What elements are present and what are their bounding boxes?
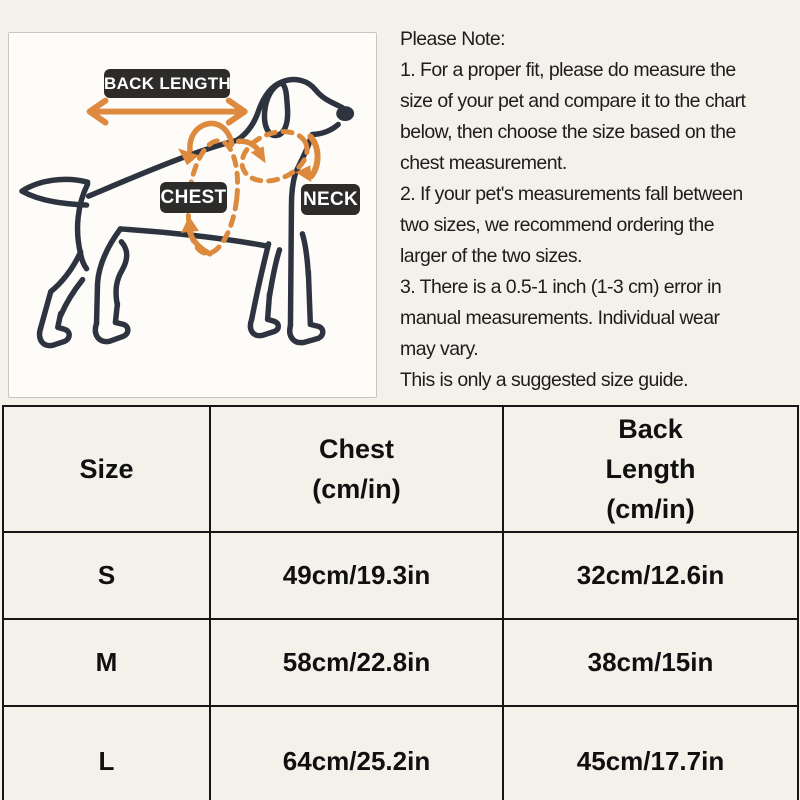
note-line-4: chest measurement. <box>400 152 567 174</box>
size-chart-table <box>2 405 799 800</box>
table-header-row <box>3 406 798 532</box>
note-line-1: 1. For a proper fit, please do measure the <box>400 59 736 81</box>
cell-size-m: M <box>3 619 210 706</box>
cell-chest-m: 58cm/22.8in <box>210 619 503 706</box>
note-line-7: larger of the two sizes. <box>400 245 582 267</box>
header-size-text: Size <box>79 453 134 484</box>
header-chest-line1: Chest <box>318 434 394 464</box>
dog-nose <box>336 106 354 121</box>
chest-arrowhead-bottom <box>181 216 199 233</box>
neck-label: NECK <box>301 184 360 215</box>
back-length-label: BACK LENGTH <box>104 69 230 98</box>
cell-size-l: L <box>3 706 210 800</box>
table-row <box>3 532 798 619</box>
header-chest <box>210 406 503 532</box>
cell-chest-l: 64cm/25.2in <box>210 706 503 800</box>
header-back-line2: Length <box>605 454 696 484</box>
note-line-2: size of your pet and compare it to the chart <box>400 90 746 112</box>
note-line-8: 3. There is a 0.5-1 inch (1-3 cm) error in <box>400 276 722 298</box>
table-row <box>3 706 798 800</box>
cell-back-length-s: 32cm/12.6in <box>503 532 798 619</box>
withers-arrowhead <box>251 146 266 163</box>
note-line-9: manual measurements. Individual wear <box>400 307 720 329</box>
note-line-3: below, then choose the size based on the <box>400 121 736 143</box>
header-back-length <box>503 406 798 532</box>
header-chest-line2: (cm/in) <box>312 474 401 504</box>
cell-size-s: S <box>3 532 210 619</box>
note-line-5: 2. If your pet's measurements fall between <box>400 183 743 205</box>
notes-title: Please Note: <box>400 28 506 50</box>
dog-measurement-diagram <box>8 32 377 398</box>
cell-back-length-l: 45cm/17.7in <box>503 706 798 800</box>
chest-label: CHEST <box>160 182 227 213</box>
note-line-6: two sizes, we recommend ordering the <box>400 214 715 236</box>
header-back-line3: (cm/in) <box>606 494 695 524</box>
cell-back-length-m: 38cm/15in <box>503 619 798 706</box>
table-row <box>3 619 798 706</box>
cell-chest-s: 49cm/19.3in <box>210 532 503 619</box>
header-size <box>3 406 210 532</box>
notes-section <box>400 24 798 396</box>
header-back-line1: Back <box>618 414 683 444</box>
note-line-10: may vary. <box>400 338 479 360</box>
note-line-11: This is only a suggested size guide. <box>400 369 689 391</box>
